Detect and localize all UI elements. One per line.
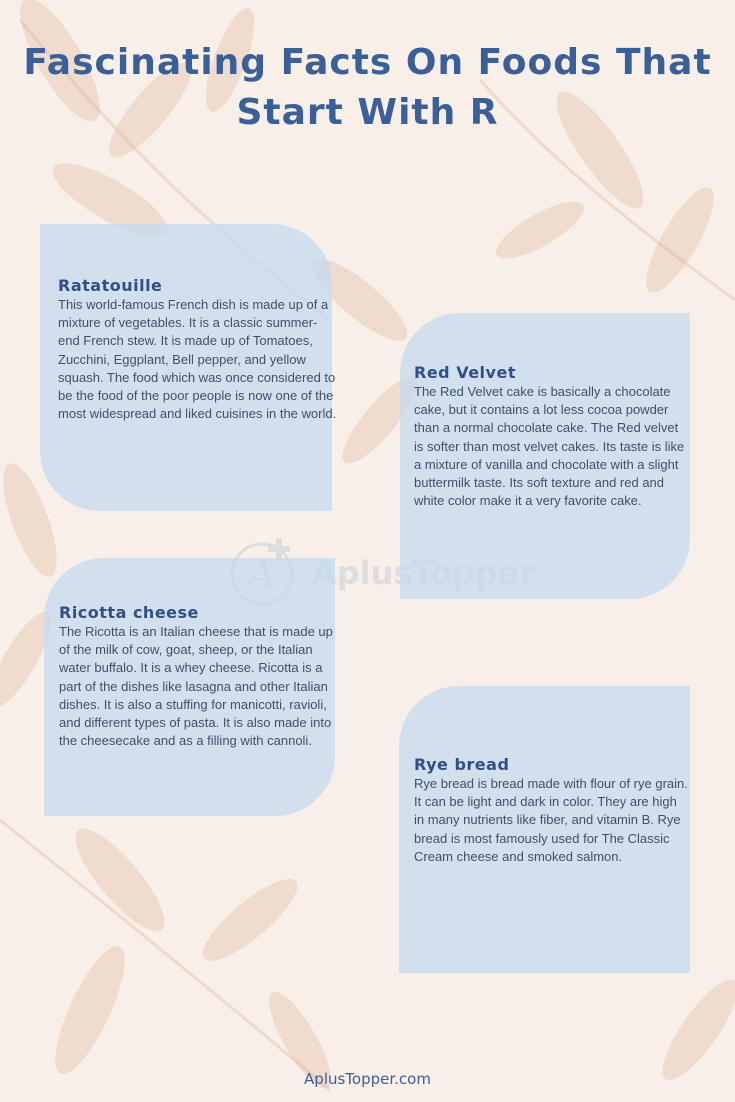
card-heading: Ricotta cheese [59,603,199,622]
card-red-velvet [400,313,690,599]
page-title [0,38,735,138]
card-heading: Ratatouille [58,276,163,295]
card-text: Rye bread is bread made with flour of rye grain. It can be light and dark in color. They are high in many nutrients like fiber, and vitamin B. Rye bread is most famously used for The Classic Cream cheese and smoked salmon. [414,776,688,864]
footer-site-name: AplusTopper.com [304,1070,431,1088]
card-rye-bread [399,686,690,973]
card-text: The Red Velvet cake is basically a chocolate cake, but it contains a lot less cocoa powder than a normal chocolate cake. The Red velvet is softer than most velvet cakes. Its taste is like a mixture of vanilla and chocolate with a slight buttermilk taste. Its soft texture and red and white color make it a very favorite cake. [414,384,685,509]
page-title-line-2: Start With R [236,92,499,133]
card-ratatouille [40,224,337,511]
card-heading: Rye bread [414,755,510,774]
card-ricotta-cheese [44,558,335,816]
card-text: The Ricotta is an Italian cheese that is made up of the milk of cow, goat, sheep, or the Italian water buffalo. It is a whey cheese. Ricotta is a part of the dishes like lasagna and other Italian dishes. It is also a stuffing for manicotti, ravioli, and different types of pasta. It is also made into the cheesecake and as a filling with cannoli. [59,624,333,749]
page-title-line-1: Fascinating Facts On Foods That [23,42,712,83]
card-heading: Red Velvet [414,363,516,382]
card-text: This world-famous French dish is made up of a mixture of vegetables. It is a classic summer-end French stew. It is made up of Tomatoes, Zucchini, Eggplant, Bell pepper, and yellow squash. The food which was once considered to be the food of the poor people is now one of the most widespread and liked cuisines in the world. [58,297,337,422]
